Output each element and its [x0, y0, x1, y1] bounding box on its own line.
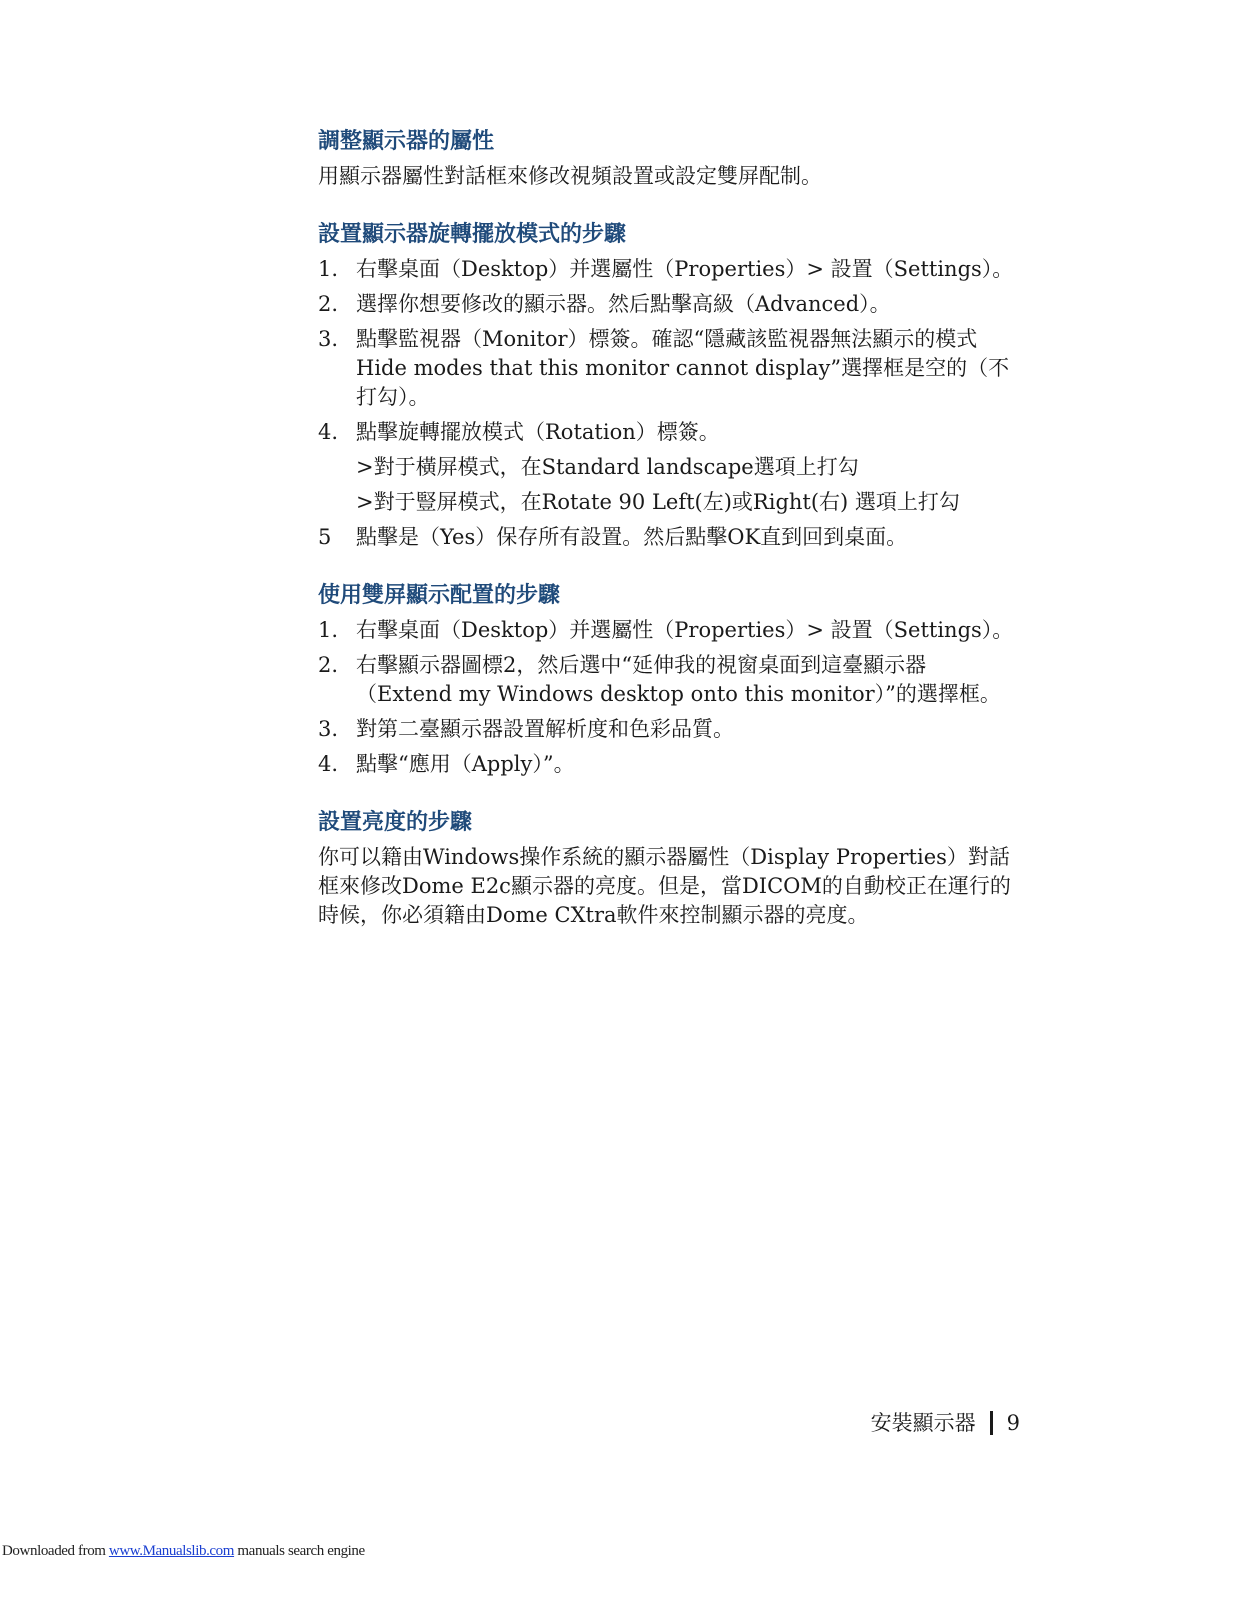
- steps-list-continued: [318, 523, 1018, 552]
- step-text: 選擇你想要修改的顯示器。然后點擊高級（Advanced）。: [356, 292, 891, 316]
- list-item: [318, 750, 1018, 779]
- section-paragraph: 用顯示器屬性對話框來修改視頻設置或設定雙屏配制。: [318, 164, 822, 188]
- footer-section-title: 安裝顯示器: [870, 1411, 976, 1435]
- step-number: 3.: [318, 717, 339, 741]
- step-number: 1.: [318, 618, 339, 642]
- steps-list: [318, 616, 1018, 779]
- steps-list: [318, 255, 1018, 447]
- step-number: 5: [318, 525, 332, 549]
- list-item: [318, 715, 1018, 744]
- step-text: 右擊桌面（Desktop）并選屬性（Properties）> 設置（Settings）。: [356, 618, 1014, 642]
- section-heading: 調整顯示器的屬性: [318, 128, 495, 154]
- step-number: 3.: [318, 327, 339, 351]
- list-item: [318, 255, 1018, 284]
- download-suffix: manuals search engine: [234, 1543, 365, 1559]
- section-heading: 設置亮度的步驟: [318, 809, 473, 835]
- sub-item-portrait: >對于豎屏模式，在Rotate 90 Left(左)或Right(右) 選項上打勾: [356, 490, 960, 514]
- section-brightness-steps: [318, 805, 1018, 930]
- step-number: 2.: [318, 653, 339, 677]
- section-dual-screen-steps: [318, 578, 1018, 779]
- section-heading: 設置顯示器旋轉擺放模式的步驟: [318, 221, 627, 247]
- sub-item-landscape: >對于橫屏模式，在Standard landscape選項上打勾: [356, 455, 859, 479]
- step-number: 2.: [318, 292, 339, 316]
- step-text: 點擊旋轉擺放模式（Rotation）標簽。: [356, 420, 720, 444]
- list-item: [318, 651, 1018, 709]
- list-item: [318, 290, 1018, 319]
- download-prefix: Downloaded from: [2, 1543, 109, 1559]
- list-item: [318, 418, 1018, 447]
- step-number: 1.: [318, 257, 339, 281]
- section-adjust-properties: [318, 124, 1018, 191]
- list-item: [318, 523, 1018, 552]
- page-number: 9: [1006, 1411, 1020, 1435]
- section-heading: 使用雙屏顯示配置的步驟: [318, 582, 561, 608]
- list-item: [318, 616, 1018, 645]
- section-rotation-steps: [318, 217, 1018, 552]
- step-text: 對第二臺顯示器設置解析度和色彩品質。: [356, 717, 734, 741]
- step-text: 點擊是（Yes）保存所有設置。然后點擊OK直到回到桌面。: [356, 525, 908, 549]
- step-text: 點擊“應用（Apply）”。: [356, 752, 575, 776]
- step-number: 4.: [318, 752, 339, 776]
- step-text: 點擊監視器（Monitor）標簽。確認“隱藏該監視器無法顯示的模式Hide modes that this monitor cannot display”選擇框是空的（不打勾）。: [356, 327, 1010, 409]
- page-footer: [871, 1408, 1020, 1438]
- footer-divider: [990, 1411, 993, 1435]
- step-text: 右擊桌面（Desktop）并選屬性（Properties）> 設置（Settings）。: [356, 257, 1014, 281]
- step-number: 4.: [318, 420, 339, 444]
- list-item: [318, 325, 1018, 412]
- step-text: 右擊顯示器圖標2，然后選中“延伸我的視窗桌面到這臺顯示器（Extend my Windows desktop onto this monitor）”的選擇框。: [356, 653, 1001, 706]
- page-content: [318, 124, 1018, 956]
- manualslib-link[interactable]: www.Manualslib.com: [108, 1543, 235, 1559]
- download-attribution: [2, 1541, 365, 1561]
- section-paragraph: 你可以籍由Windows操作系統的顯示器屬性（Display Properties）對話框來修改Dome E2c顯示器的亮度。但是，當DICOM的自動校正在運行的時候，你必須籍由Dome CXtra軟件來控制顯示器的亮度。: [318, 845, 1011, 927]
